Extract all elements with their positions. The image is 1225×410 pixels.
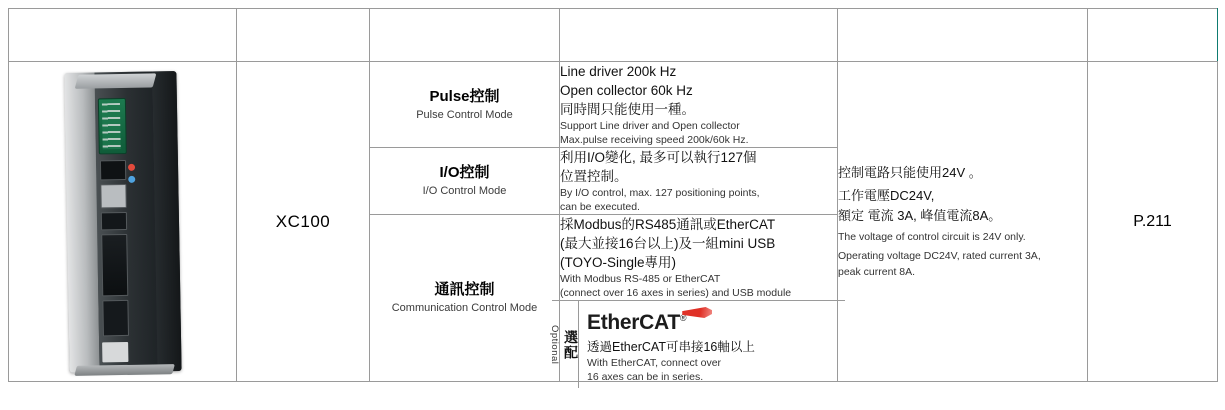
header-reference-page-en: Reference Page [1110, 39, 1195, 51]
device-led-blue [128, 175, 135, 182]
ethercat-logo-text: EtherCAT [587, 311, 680, 334]
electrical-en-1: The voltage of control circuit is 24V only. [838, 231, 1026, 243]
device-green-terminal-block [97, 97, 126, 153]
specification-table [8, 8, 1218, 382]
feature-pulse-zh-1: Line driver 200k Hz [560, 64, 677, 79]
device-connector-main [101, 233, 128, 295]
mode-io-zh: I/O控制 [439, 164, 490, 181]
cell-controller-model: XC100 [237, 62, 370, 382]
header-features [560, 9, 838, 62]
cell-exterior-image [9, 62, 237, 382]
table-row-pulse [9, 62, 1218, 148]
device-port-5 [102, 299, 129, 335]
controller-device-photo [64, 71, 181, 373]
table-body [9, 62, 1218, 382]
feature-io-en-1: By I/O control, max. 127 positioning points, [560, 187, 760, 199]
device-right-face [152, 71, 181, 371]
header-electrical-spec-en: Electrical Spec. [922, 39, 1003, 51]
feature-comm-en-2: (connect over 16 axes in series) and USB module [560, 287, 792, 299]
header-electrical-spec [838, 9, 1088, 62]
electrical-en-3: peak current 8A. [838, 266, 916, 278]
cell-electrical-spec [838, 62, 1088, 382]
feature-pulse-en-1: Support Line driver and Open collector [560, 120, 740, 132]
optional-desc-en-2: 16 axes can be in series. [587, 371, 704, 383]
device-base-foot [74, 364, 175, 376]
header-features-zh: 特點 [681, 18, 716, 37]
header-control-mode [370, 9, 560, 62]
mode-communication-zh: 通訊控制 [434, 281, 495, 298]
header-controller-model [237, 9, 370, 62]
header-control-mode-zh: 控制介面 [430, 18, 499, 37]
feature-io-zh-1: 利用I/O變化, 最多可以執行127個 [560, 150, 757, 165]
electrical-zh-1: 控制電路只能使用24V 。 [838, 165, 982, 180]
header-control-mode-en: Control Mode [429, 39, 500, 51]
feature-io-en-2: can be executed. [560, 201, 640, 213]
device-label-strip [102, 341, 128, 361]
mode-communication-en: Communication Control Mode [391, 302, 538, 314]
header-features-en: Featrues [675, 39, 722, 51]
ethercat-swoosh-icon [682, 307, 712, 318]
cell-features-communication [549, 215, 838, 383]
spec-sheet [0, 8, 1225, 410]
optional-label-zh: 選配 [563, 329, 579, 360]
header-controller-model-en: Controller Model [260, 39, 346, 51]
optional-desc-en-1: With EtherCAT, connect over [587, 357, 722, 369]
feature-comm-en-1: With Modbus RS-485 or EtherCAT [560, 273, 721, 285]
cell-features-pulse [560, 62, 838, 148]
feature-pulse-zh-2: Open collector 60k Hz [560, 83, 693, 98]
device-port-3 [100, 211, 126, 229]
feature-pulse-en-2: Max.pulse receiving speed 200k/60k Hz. [560, 134, 749, 146]
optional-ethercat-block [549, 300, 845, 388]
mode-pulse-en: Pulse Control Mode [416, 108, 513, 121]
cell-mode-pulse [370, 62, 560, 148]
header-reference-page-zh: 詳細參閱 [1118, 18, 1187, 37]
optional-desc-zh: 透過EtherCAT可串接16軸以上 [587, 340, 755, 354]
device-port-2 [100, 183, 126, 207]
optional-side-label [549, 301, 579, 388]
device-left-face [64, 72, 99, 372]
header-controller-model-zh: 控制器型號 [260, 18, 346, 37]
electrical-en-2: Operating voltage DC24V, rated current 3A, [838, 250, 1041, 262]
device-top-cap [74, 73, 156, 88]
cell-features-io [560, 148, 838, 215]
electrical-zh-2: 工作電壓DC24V, [838, 188, 935, 203]
electrical-zh-3: 額定 電流 3A, 峰值電流8A。 [838, 208, 1002, 223]
header-exterior-zh: 外觀 [105, 18, 140, 37]
header-exterior [9, 9, 237, 62]
header-exterior-en: Exterior [102, 39, 143, 51]
header-reference-page [1088, 9, 1218, 62]
table-header [9, 9, 1218, 62]
feature-comm-zh-3: (TOYO-Single專用) [560, 255, 677, 270]
mode-io-en: I/O Control Mode [422, 185, 507, 197]
feature-comm-zh-2: (最大並接16台以上)及一組mini USB [560, 236, 776, 251]
header-electrical-spec-zh: 電氣規格 [928, 18, 997, 37]
ethercat-logo-registered: ® [679, 313, 687, 323]
cell-mode-communication [370, 215, 560, 382]
feature-comm-zh-1: 採Modbus的RS485通訊或EtherCAT [560, 217, 776, 232]
cell-mode-io [370, 148, 560, 215]
device-port-1 [99, 159, 125, 179]
ethercat-logo [587, 306, 686, 335]
header-row [9, 9, 1218, 62]
feature-io-zh-2: 位置控制。 [560, 169, 628, 184]
optional-body [579, 301, 845, 388]
device-led-red [127, 163, 134, 170]
mode-pulse-zh: Pulse控制 [429, 87, 500, 105]
optional-label-en: Optional [549, 324, 560, 365]
cell-reference-page: P.211 [1088, 62, 1218, 382]
feature-pulse-zh-3: 同時間只能使用一種。 [560, 102, 695, 117]
